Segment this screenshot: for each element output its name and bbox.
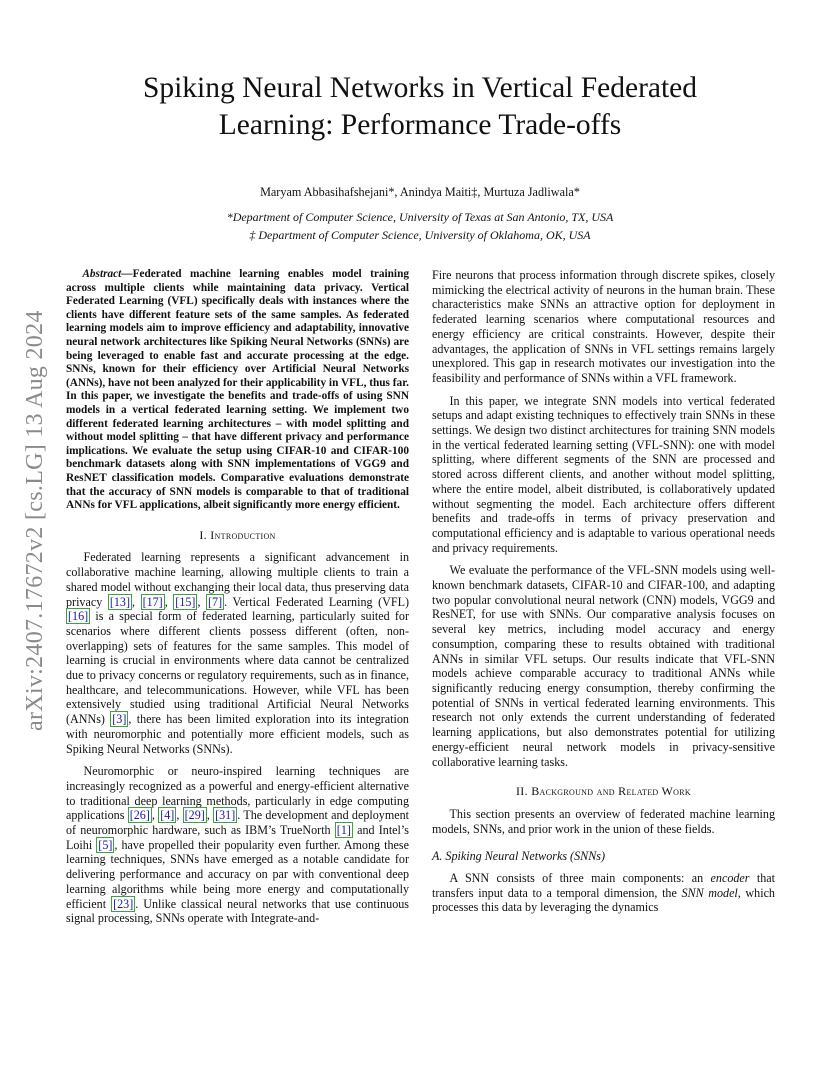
abstract xyxy=(66,268,409,513)
background-paragraph-1: This section presents an overview of federated machine learning models, SNNs, and prior work in the union of these fields. xyxy=(432,806,775,836)
citation-link[interactable]: [7] xyxy=(208,594,223,609)
arxiv-identifier: arXiv:2407.17672v2 [cs.LG] 13 Aug 2024 xyxy=(22,310,48,732)
citation-link[interactable]: [13] xyxy=(109,594,130,609)
intro-paragraph-1: Federated learning represents a significant advancement in collaborative machine learning, allowing multiple clients to train a shared model without exchanging their local data, thus preserving data privacy [13] , [17] , [15] , [7] . Vertical Federated Learning (VFL) [16] is a special form of federated learning, particularly suited for scenarios where different clients possess different (often, non-overlapping) sets of features for the same samples. This model of learning is crucial in environments where data cannot be centralized due to privacy concerns or regulatory requirements, such as in finance, healthcare, and telecommunications. However, while VFL has been extensively studied using traditional Artificial Neural Networks (ANNs) [3] , there has been limited exploration into its integration with neuromorphic and potentially more efficient models, such as Spiking Neural Networks (SNNs). xyxy=(66,550,409,756)
intro-paragraph-2: Neuromorphic or neuro-inspired learning techniques are increasingly recognized as a powerful and energy-efficient alternative to traditional deep learning methods, particularly in edge computing applications [26] , [4] , [29] , [31] . The development and deployment of neuromorphic hardware, such as IBM’s TrueNorth [1] and Intel’s Loihi [5] , have propelled their popularity even further. Among these learning techniques, SNNs have emerged as a notable candidate for delivering performance and accuracy on par with conventional deep learning algorithms while being more energy and computationally efficient [23] . Unlike classical neural networks that use continuous signal processing, SNNs operate with Integrate-and- xyxy=(66,764,410,926)
term-encoder: encoder xyxy=(710,871,750,886)
citation-link[interactable]: [29] xyxy=(184,808,205,823)
citation-link[interactable]: [31] xyxy=(215,808,236,823)
citation-link[interactable]: [23] xyxy=(113,896,134,911)
subsection-heading-snn: A. Spiking Neural Networks (SNNs) xyxy=(432,849,606,864)
paper-title: Spiking Neural Networks in Vertical Federated Learning: Performance Trade-offs xyxy=(142,72,698,141)
intro-paragraph-4: We evaluate the performance of the VFL-SNN models using well-known benchmark datasets, CIFAR-10 and CIFAR-100, and adapting two popular convolutional neural network (CNN) models, VGG9 and ResNET, for use with SNNs. Our comparative analysis focuses on several key metrics, including model accuracy and energy consumption, comparing these to results obtained with traditional ANNs in similar VFL setups. Our results indicate that VFL-SNN models achieve comparable accuracy to traditional ANNs while significantly reducing energy consumption, thereby confirming the potential of SNNs in vertical federated learning environments. This research not only extends the current understanding of federated learning applications, but also demonstrates potential for utilizing energy-efficient neural network models in privacy-sensitive collaborative learning tasks. xyxy=(432,563,775,769)
intro-paragraph-continued: Fire neurons that process information through discrete spikes, closely mimicking the electrical activity of neurons in the human brain. These characteristics make SNNs an attractive option for deployment in federated learning scenarios where computational resources and energy efficiency are critical constraints. However, despite their advantages, the application of SNNs in VFL settings remains largely unexplored. This gap in research motivates our investigation into the feasibility and performance of SNNs within a VFL framework. xyxy=(432,268,775,385)
citation-link[interactable]: [5] xyxy=(98,837,113,852)
citation-link[interactable]: [1] xyxy=(336,823,351,838)
citation-link[interactable]: [17] xyxy=(142,594,163,609)
citation-link[interactable]: [15] xyxy=(175,594,196,609)
author-list: Maryam Abbasihafshejani*, Anindya Maiti‡, Murtuza Jadliwala* xyxy=(260,185,580,199)
right-column xyxy=(432,268,775,915)
text-run: Federated learning represents a significant advancement in collaborative machine learning, allowing multiple clients to train a shared model without exchanging their local data, thus preserving data privacy xyxy=(66,550,409,609)
term-snn-model: SNN model xyxy=(681,885,738,900)
abstract-text: —Federated machine learning enables model training across multiple clients while maintaining data privacy. Vertical Federated Learning (VFL) specifically deals with instances where the clients have different feature sets of the same samples. As federated learning models aim to improve efficiency and adaptability, innovative neural network architectures like Spiking Neural Networks (SNNs) are being leveraged to enable fast and accurate processing at the edge. SNNs, known for their efficiency over Artificial Neural Networks (ANNs), have not been analyzed for their applicability in VFL, thus far. In this paper, we investigate the benefits and trade-offs of using SNN models in a vertical federated learning setting. We implement two different federated learning architectures – with model splitting and without model splitting – that have different privacy and performance implications. We evaluate the setup using CIFAR-10 and CIFAR-100 benchmark datasets along with SNN implementations of VGG9 and ResNET classification models. Comparative evaluations demonstrate that the accuracy of SNN models is comparable to that of traditional ANNs for VFL applications, albeit significantly more energy efficient. xyxy=(66,268,409,512)
section-heading-introduction: I. Introduction xyxy=(199,527,276,542)
citation-link[interactable]: [26] xyxy=(129,808,150,823)
affiliation-ou: ‡ Department of Computer Science, University of Oklahoma, OK, USA xyxy=(249,228,591,242)
citation-link[interactable]: [3] xyxy=(112,712,127,727)
abstract-label: Abstract xyxy=(82,268,122,280)
left-column xyxy=(66,268,409,926)
citation-link[interactable]: [4] xyxy=(160,808,175,823)
section-heading-background: II. Background and Related Work xyxy=(516,784,691,799)
snn-paragraph-1: A SNN consists of three main components: an encoder that transfers input data to a temporal dimension, the SNN model, which processes this data by leveraging the dynamics xyxy=(432,871,775,915)
affiliation-utsa: *Department of Computer Science, University of Texas at San Antonio, TX, USA xyxy=(226,210,614,224)
citation-link[interactable]: [16] xyxy=(68,609,89,624)
intro-paragraph-3: In this paper, we integrate SNN models into vertical federated setups and adapt existing techniques to effectively train SNNs in these settings. We design two distinct architectures for training SNN models in the vertical federated learning setting (VFL-SNN): one with model splitting, where different segments of the SNN are processed and stored across different clients, and another without model splitting, where the entire model, albeit distributed, is collaboratively updated without segmenting the model. Each architecture offers different benefits and trade-offs in terms of privacy preservation and computational efficiency and is adaptable to various operational needs and privacy requirements. xyxy=(432,393,775,555)
